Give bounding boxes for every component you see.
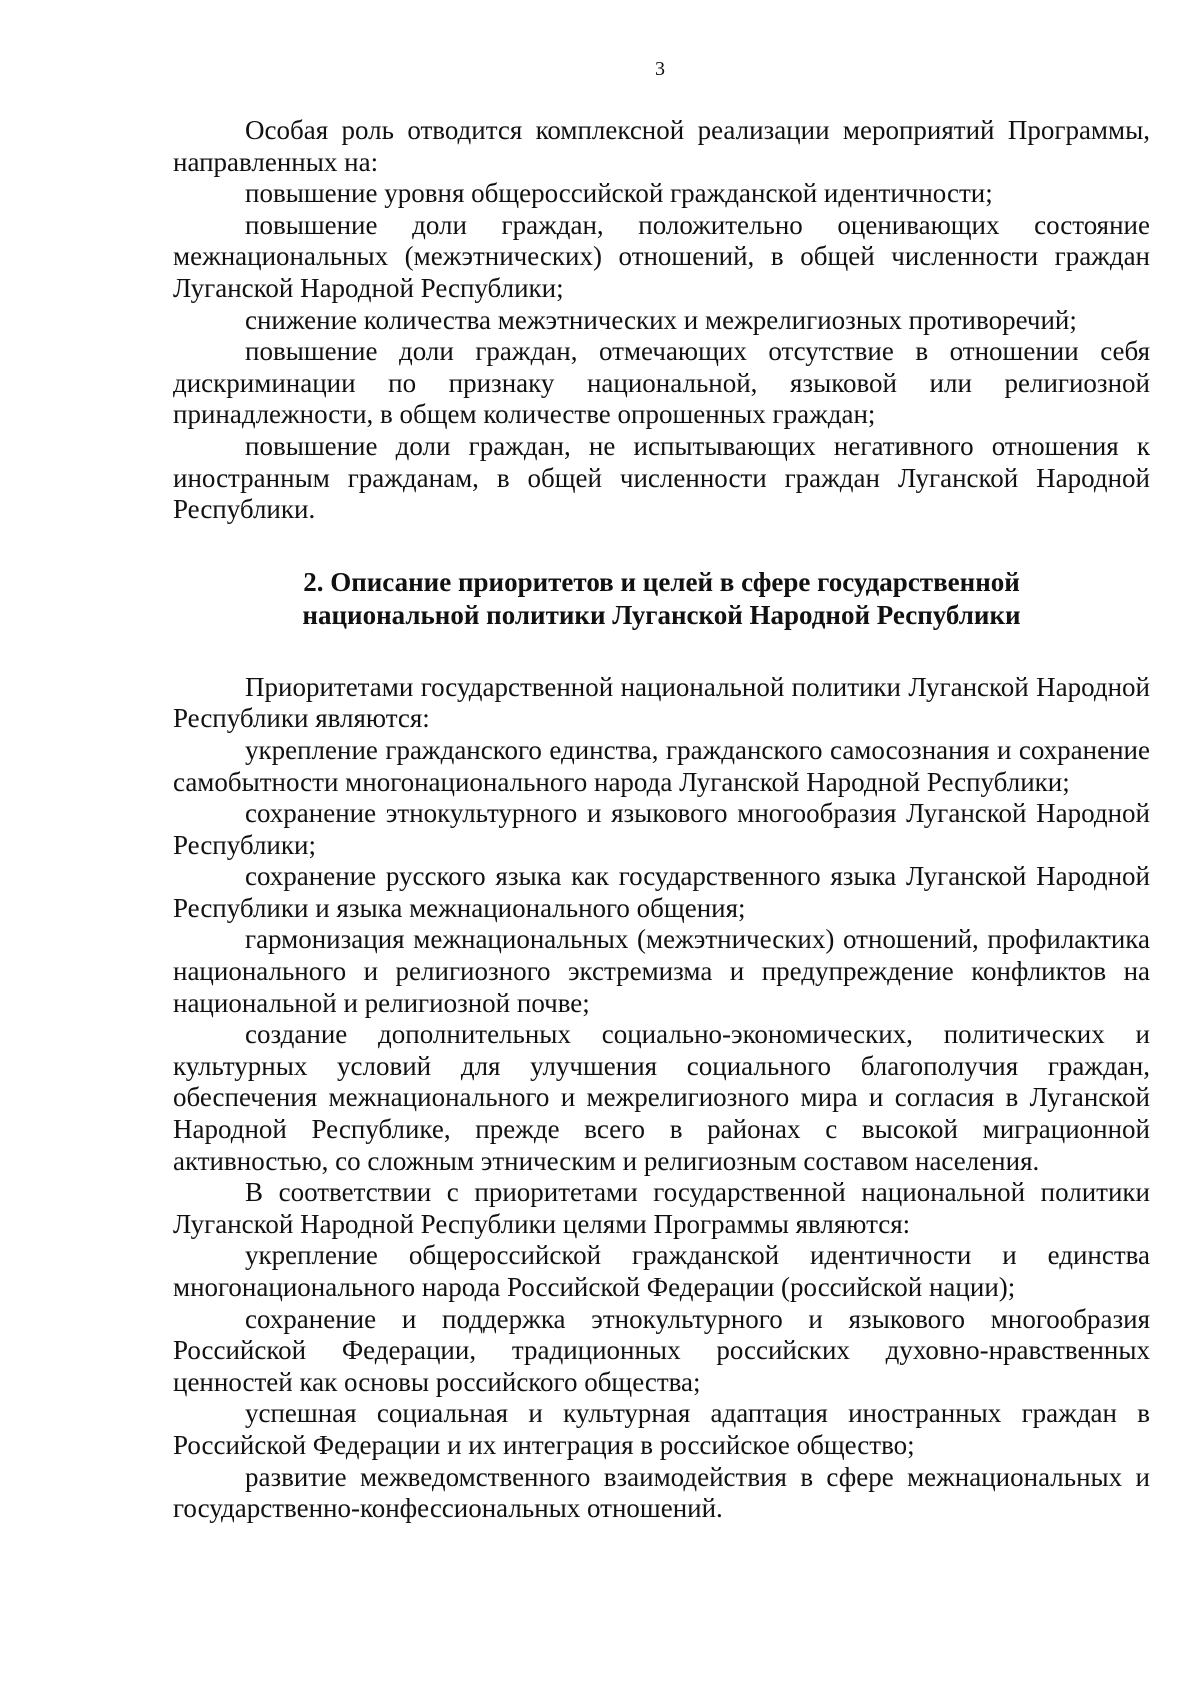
page-number: 3 bbox=[655, 58, 665, 80]
paragraph: В соответствии с приоритетами государственной национальной политики Луганской Народной Республики целями Программы являются: bbox=[173, 1177, 1150, 1239]
list-item: сохранение и поддержка этнокультурного и языкового многообразия Российской Федерации, традиционных российских духовно-нравственных ценностей как основы российского общества; bbox=[173, 1303, 1150, 1397]
list-item: сохранение этнокультурного и языкового многообразия Луганской Народной Республики; bbox=[173, 798, 1150, 860]
list-item: повышение уровня общероссийской гражданской идентичности; bbox=[245, 178, 993, 209]
list-item: укрепление гражданского единства, гражданского самосознания и сохранение самобытности многонационального народа Луганской Народной Республики; bbox=[173, 734, 1150, 797]
list-item: сохранение русского языка как государственного языка Луганской Народной Республики и языка межнационального общения; bbox=[173, 861, 1150, 923]
list-item: повышение доли граждан, не испытывающих негативного отношения к иностранным гражданам, в общей численности граждан Луганской Народной Республики. bbox=[173, 430, 1150, 525]
list-item: успешная социальная и культурная адаптация иностранных граждан в Российской Федерации и их интеграция в российское общество; bbox=[173, 1398, 1150, 1460]
list-item: гармонизация межнациональных (межэтнических) отношений, профилактика национального и религиозного экстремизма и предупреждение конфликтов на национальной и религиозной почве; bbox=[173, 924, 1150, 1018]
section-heading-line-2: национальной политики Луганской Народной Республики bbox=[302, 599, 1021, 630]
list-item: снижение количества межэтнических и межрелигиозных противоречий; bbox=[245, 304, 1077, 335]
list-item: повышение доли граждан, отмечающих отсутствие в отношении себя дискриминации по признаку национальной, языковой или религиозной принадлежности, в общем количестве опрошенных граждан; bbox=[173, 336, 1150, 430]
list-item: развитие межведомственного взаимодействия в сфере межнациональных и государственно-конфессиональных отношений. bbox=[173, 1461, 1150, 1524]
list-item: укрепление общероссийской гражданской идентичности и единства многонационального народа Российской Федерации (российской нации); bbox=[173, 1240, 1150, 1302]
list-item: повышение доли граждан, положительно оценивающих состояние межнациональных (межэтнических) отношений, в общей численности граждан Луганской Народной Республики; bbox=[173, 209, 1150, 303]
paragraph: Приоритетами государственной национальной политики Луганской Народной Республики являются: bbox=[173, 671, 1150, 734]
section-heading bbox=[173, 566, 1150, 632]
document-body bbox=[173, 115, 1150, 1525]
section-heading-line-1: 2. Описание приоритетов и целей в сфере государственной bbox=[303, 566, 1020, 597]
paragraph: Особая роль отводится комплексной реализации мероприятий Программы, направленных на: bbox=[173, 115, 1150, 177]
list-item: создание дополнительных социально-экономических, политических и культурных условий для улучшения социального благополучия граждан, обеспечения межнационального и межрелигиозного мира и согласия в Луганской Народной Республике, прежде всего в районах с высокой миграционной активностью, со сложным этническим и религиозным составом населения. bbox=[173, 1019, 1150, 1176]
